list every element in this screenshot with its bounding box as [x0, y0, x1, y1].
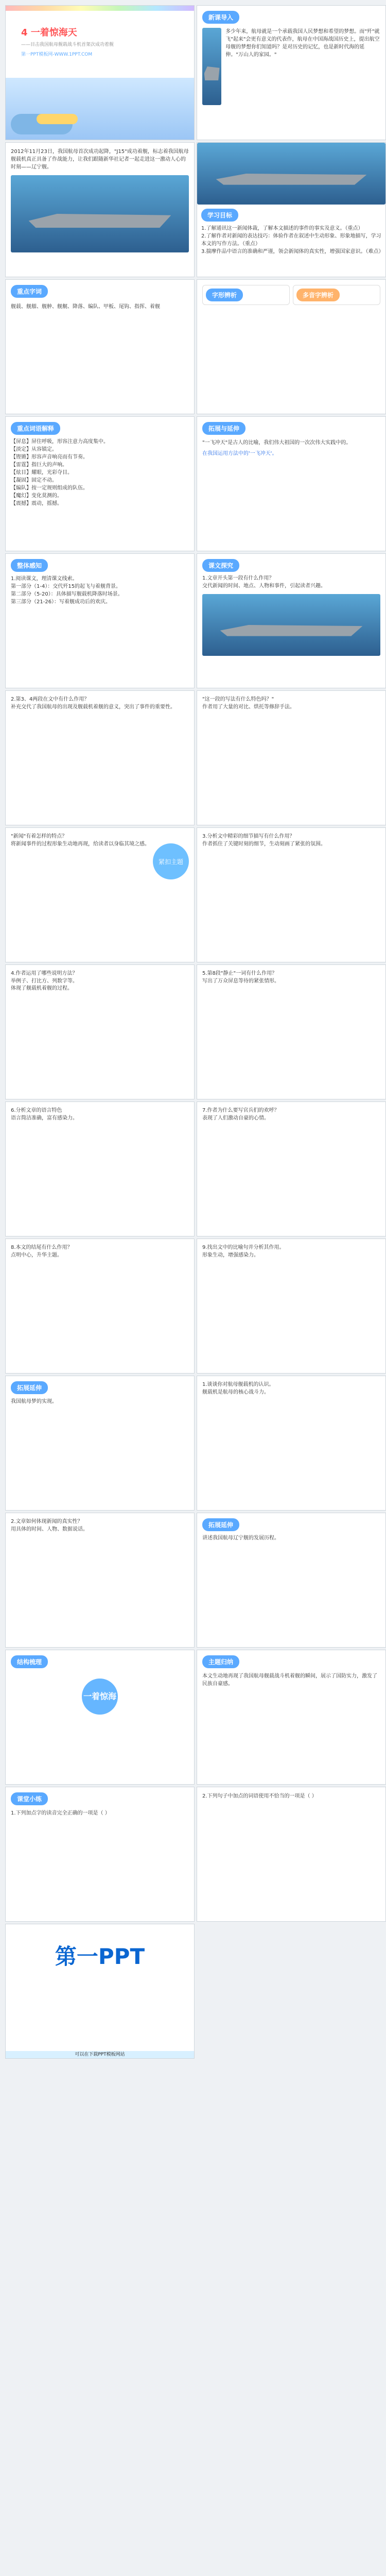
slide-19	[5, 1239, 195, 1374]
section-pill: 主题归纳	[202, 1655, 239, 1668]
slide-12	[197, 690, 386, 825]
question: 1.文章开头第一段有什么作用？	[202, 575, 274, 581]
section-pill: 课堂小练	[11, 1792, 48, 1805]
lesson-title: 4 一着惊海天	[21, 27, 77, 38]
slide-28	[197, 1787, 386, 1922]
slide-27	[5, 1787, 195, 1922]
slide-3	[5, 142, 195, 277]
slide-23	[5, 1513, 195, 1648]
def-3: 【铿锵】形容声音响亮而有节奏。	[11, 454, 88, 460]
slide-5	[5, 279, 195, 414]
section-pill-left: 字形辨析	[206, 289, 243, 301]
slide-15	[5, 964, 195, 1099]
boat-shape	[37, 114, 78, 124]
slide-18	[197, 1101, 386, 1236]
footer	[6, 2051, 194, 2058]
slide-14	[197, 827, 386, 962]
extension-text: 讲述我国航母辽宁舰的发展历程。	[202, 1535, 279, 1541]
question: 8.本文的结尾有什么作用？	[11, 1245, 73, 1250]
answer: 补充交代了我国航母的出现及舰载机着舰的意义，突出了事件的重要性。	[11, 704, 176, 710]
photo-jet	[202, 594, 380, 656]
callout-circle: 紧扣主题	[153, 843, 189, 879]
answer: 举例子、打比方、列数字等。	[11, 978, 78, 984]
overview-4: 第三部分（21-26）：写着舰成功后的欢庆。	[11, 599, 111, 605]
section-pill: 拓展延伸	[11, 1381, 48, 1394]
section-pill: 重点词语解释	[11, 422, 60, 435]
answer: 将新闻事件的过程形象生动地再现，给读者以身临其境之感。	[11, 841, 150, 847]
goal-1: 1.了解通讯这一新闻体裁，了解本文描述的事件的事实及意义。（重点）	[201, 226, 363, 231]
slide-17	[5, 1101, 195, 1236]
words-line: 舰载、舰艏、舰舯、舰艉、降落、编队、甲板、尾钩、指挥、着舰	[11, 304, 160, 310]
question: 2.第3、4两段在文中有什么作用？	[11, 697, 90, 702]
site-credit: 第一PPT模板网-WWW.1PPT.COM	[21, 52, 93, 57]
answer: 交代新闻的时间、地点、人物和事件，引起读者兴趣。	[202, 583, 326, 589]
slide-7	[5, 416, 195, 551]
news-text: 2012年11月23日，我国航母首次成功起降，"J15"成功着舰，标志着我国航母舰载机真正具备了作战能力，让我们跟随新华社记者一起走进这一激动人心的时刻——辽宁舰。	[11, 149, 189, 170]
photo-carrier	[11, 175, 189, 252]
bottom-scenery	[6, 78, 194, 140]
section-pill-right: 多音字辨析	[296, 289, 340, 301]
def-9: 【震撼】震动，摇撼。	[11, 501, 62, 506]
overview-1: 1.阅读课文，理清课文线索。	[11, 576, 78, 582]
answer: 用具体的时间、人物、数据说话。	[11, 1526, 88, 1532]
section-pill: 重点字词	[11, 285, 48, 298]
structure-center: 一着惊海天	[82, 1679, 118, 1715]
slide-11	[5, 690, 195, 825]
lesson-subtitle: ——目击我国航母舰载战斗机首架次成功着舰	[21, 42, 114, 47]
slide-25	[5, 1650, 195, 1785]
question: "这一段的写法有什么特色吗？"	[202, 697, 274, 702]
ppt-logo: 第一PPT	[55, 1944, 145, 1969]
slide-22	[197, 1376, 386, 1511]
slide-10	[197, 553, 386, 688]
footer-text: 可以在下载PPT模板网站	[75, 2052, 125, 2057]
def-7: 【编队】按一定规则组成的队伍。	[11, 485, 88, 491]
note: 体现了舰载机着舰的过程。	[11, 986, 73, 991]
slide-9	[5, 553, 195, 688]
question: 4.作者运用了哪些说明方法？	[11, 971, 78, 976]
slide-13	[5, 827, 195, 962]
slide-6	[197, 279, 386, 414]
section-pill: 拓展与延伸	[202, 422, 245, 435]
slide-21	[5, 1376, 195, 1511]
question: 5.第8段"静止"一词有什么作用？	[202, 971, 277, 976]
def-2: 【淡定】从容镇定。	[11, 447, 57, 452]
overview-2: 第一部分（1-4）：交代歼15的起飞与着舰背景。	[11, 584, 121, 589]
exercise-text: 1.下列加点字的读音完全正确的一项是（ ）	[11, 1810, 110, 1816]
section-pill: 新课导入	[202, 11, 239, 24]
extension-text: "一飞冲天"是古人的比喻，我们伟大祖国的一次次伟大实践中的。	[202, 440, 352, 446]
def-8: 【魔幻】变化莫测的。	[11, 493, 62, 499]
def-1: 【屏息】屏住呼吸，形容注意力高度集中。	[11, 439, 109, 445]
answer: 表现了人们激动自豪的心情。	[202, 1115, 269, 1121]
slide-2	[197, 5, 386, 140]
overview-3: 第二部分（5-20）：具体描写舰载机降落时场景。	[11, 591, 123, 597]
slide-29	[5, 1924, 195, 2059]
slide-8	[197, 416, 386, 551]
question: 9.找出文中的比喻句并分析其作用。	[202, 1245, 285, 1250]
theme-text: 本文生动地再现了我国航母舰载战斗机着舰的瞬间，展示了国防实力，激发了民族自豪感。	[202, 1673, 377, 1687]
slide-24	[197, 1513, 386, 1648]
slide-1	[5, 5, 195, 140]
def-6: 【凝固】固定不动。	[11, 478, 57, 483]
def-4: 【雷霆】指巨大的声响。	[11, 462, 67, 468]
slide-title-block	[21, 25, 114, 57]
section-pill: 课文探究	[202, 559, 239, 572]
question: "新闻"有着怎样的特点？	[11, 834, 67, 839]
goal-3: 3.揣摩作品中语言的准确和严谨，领会新闻体的真实性，增强国家意识。（难点）	[201, 249, 384, 255]
section-pill: 学习目标	[201, 209, 238, 222]
question: 2.文章如何体现新闻的真实性？	[11, 1519, 83, 1524]
intro-text: 多少年来，航母就是一个承载我国人民梦想和希望的梦想。而"歼"就飞"起来"会更有意义的代表作，航母在中国海战国历史上，提出航空母舰的梦想你们知道吗？是对历史的记忆，也是新时代海的延伸。"万山人的家园。"	[225, 29, 380, 58]
question: 1.谈谈你对航母舰载机的认识。	[202, 1382, 274, 1387]
answer: 舰载机是航母的核心战斗力。	[202, 1389, 269, 1395]
slide-4	[197, 142, 386, 277]
photo-aircraft	[202, 28, 221, 105]
answer: 写出了万众屏息等待的紧张情形。	[202, 978, 279, 984]
answer: 语言简洁准确，富有感染力。	[11, 1115, 78, 1121]
answer: 点明中心，升华主题。	[11, 1252, 62, 1258]
answer: 作者用了大量的对比、烘托等修辞手法。	[202, 704, 295, 710]
section-pill: 拓展延伸	[202, 1518, 239, 1531]
section-pill: 整体感知	[11, 559, 48, 572]
slide-26	[197, 1650, 386, 1785]
answer: 我国航母梦的实现。	[11, 1399, 57, 1404]
answer: 作者抓住了关键时刻的细节，生动刻画了紧张的氛围。	[202, 841, 326, 847]
question: 6.分析文章的语言特色	[11, 1108, 62, 1113]
slide-16	[197, 964, 386, 1099]
question: 3.分析文中精彩的细节描写有什么作用？	[202, 834, 295, 839]
answer: 形象生动，增强感染力。	[202, 1252, 259, 1258]
section-pill: 结构梳理	[11, 1655, 48, 1668]
exercise-text: 2.下列句子中加点的词语使用不恰当的一项是（ ）	[202, 1793, 317, 1799]
goal-2: 2.了解作者对新闻的表达技巧：体验作者在叙述中生动形象、形象地描写，学习本文的写作方法。（重点）	[201, 233, 381, 247]
def-5: 【炫目】耀眼，光彩夺目。	[11, 470, 73, 476]
photo-carrier-top	[197, 143, 385, 205]
question: 7.作者为什么要写官兵们的欢呼？	[202, 1108, 279, 1113]
rainbow-ribbon	[6, 6, 194, 11]
slide-20	[197, 1239, 386, 1374]
extension-note: 在我国运用方法中的'一飞冲天'。	[202, 451, 277, 456]
